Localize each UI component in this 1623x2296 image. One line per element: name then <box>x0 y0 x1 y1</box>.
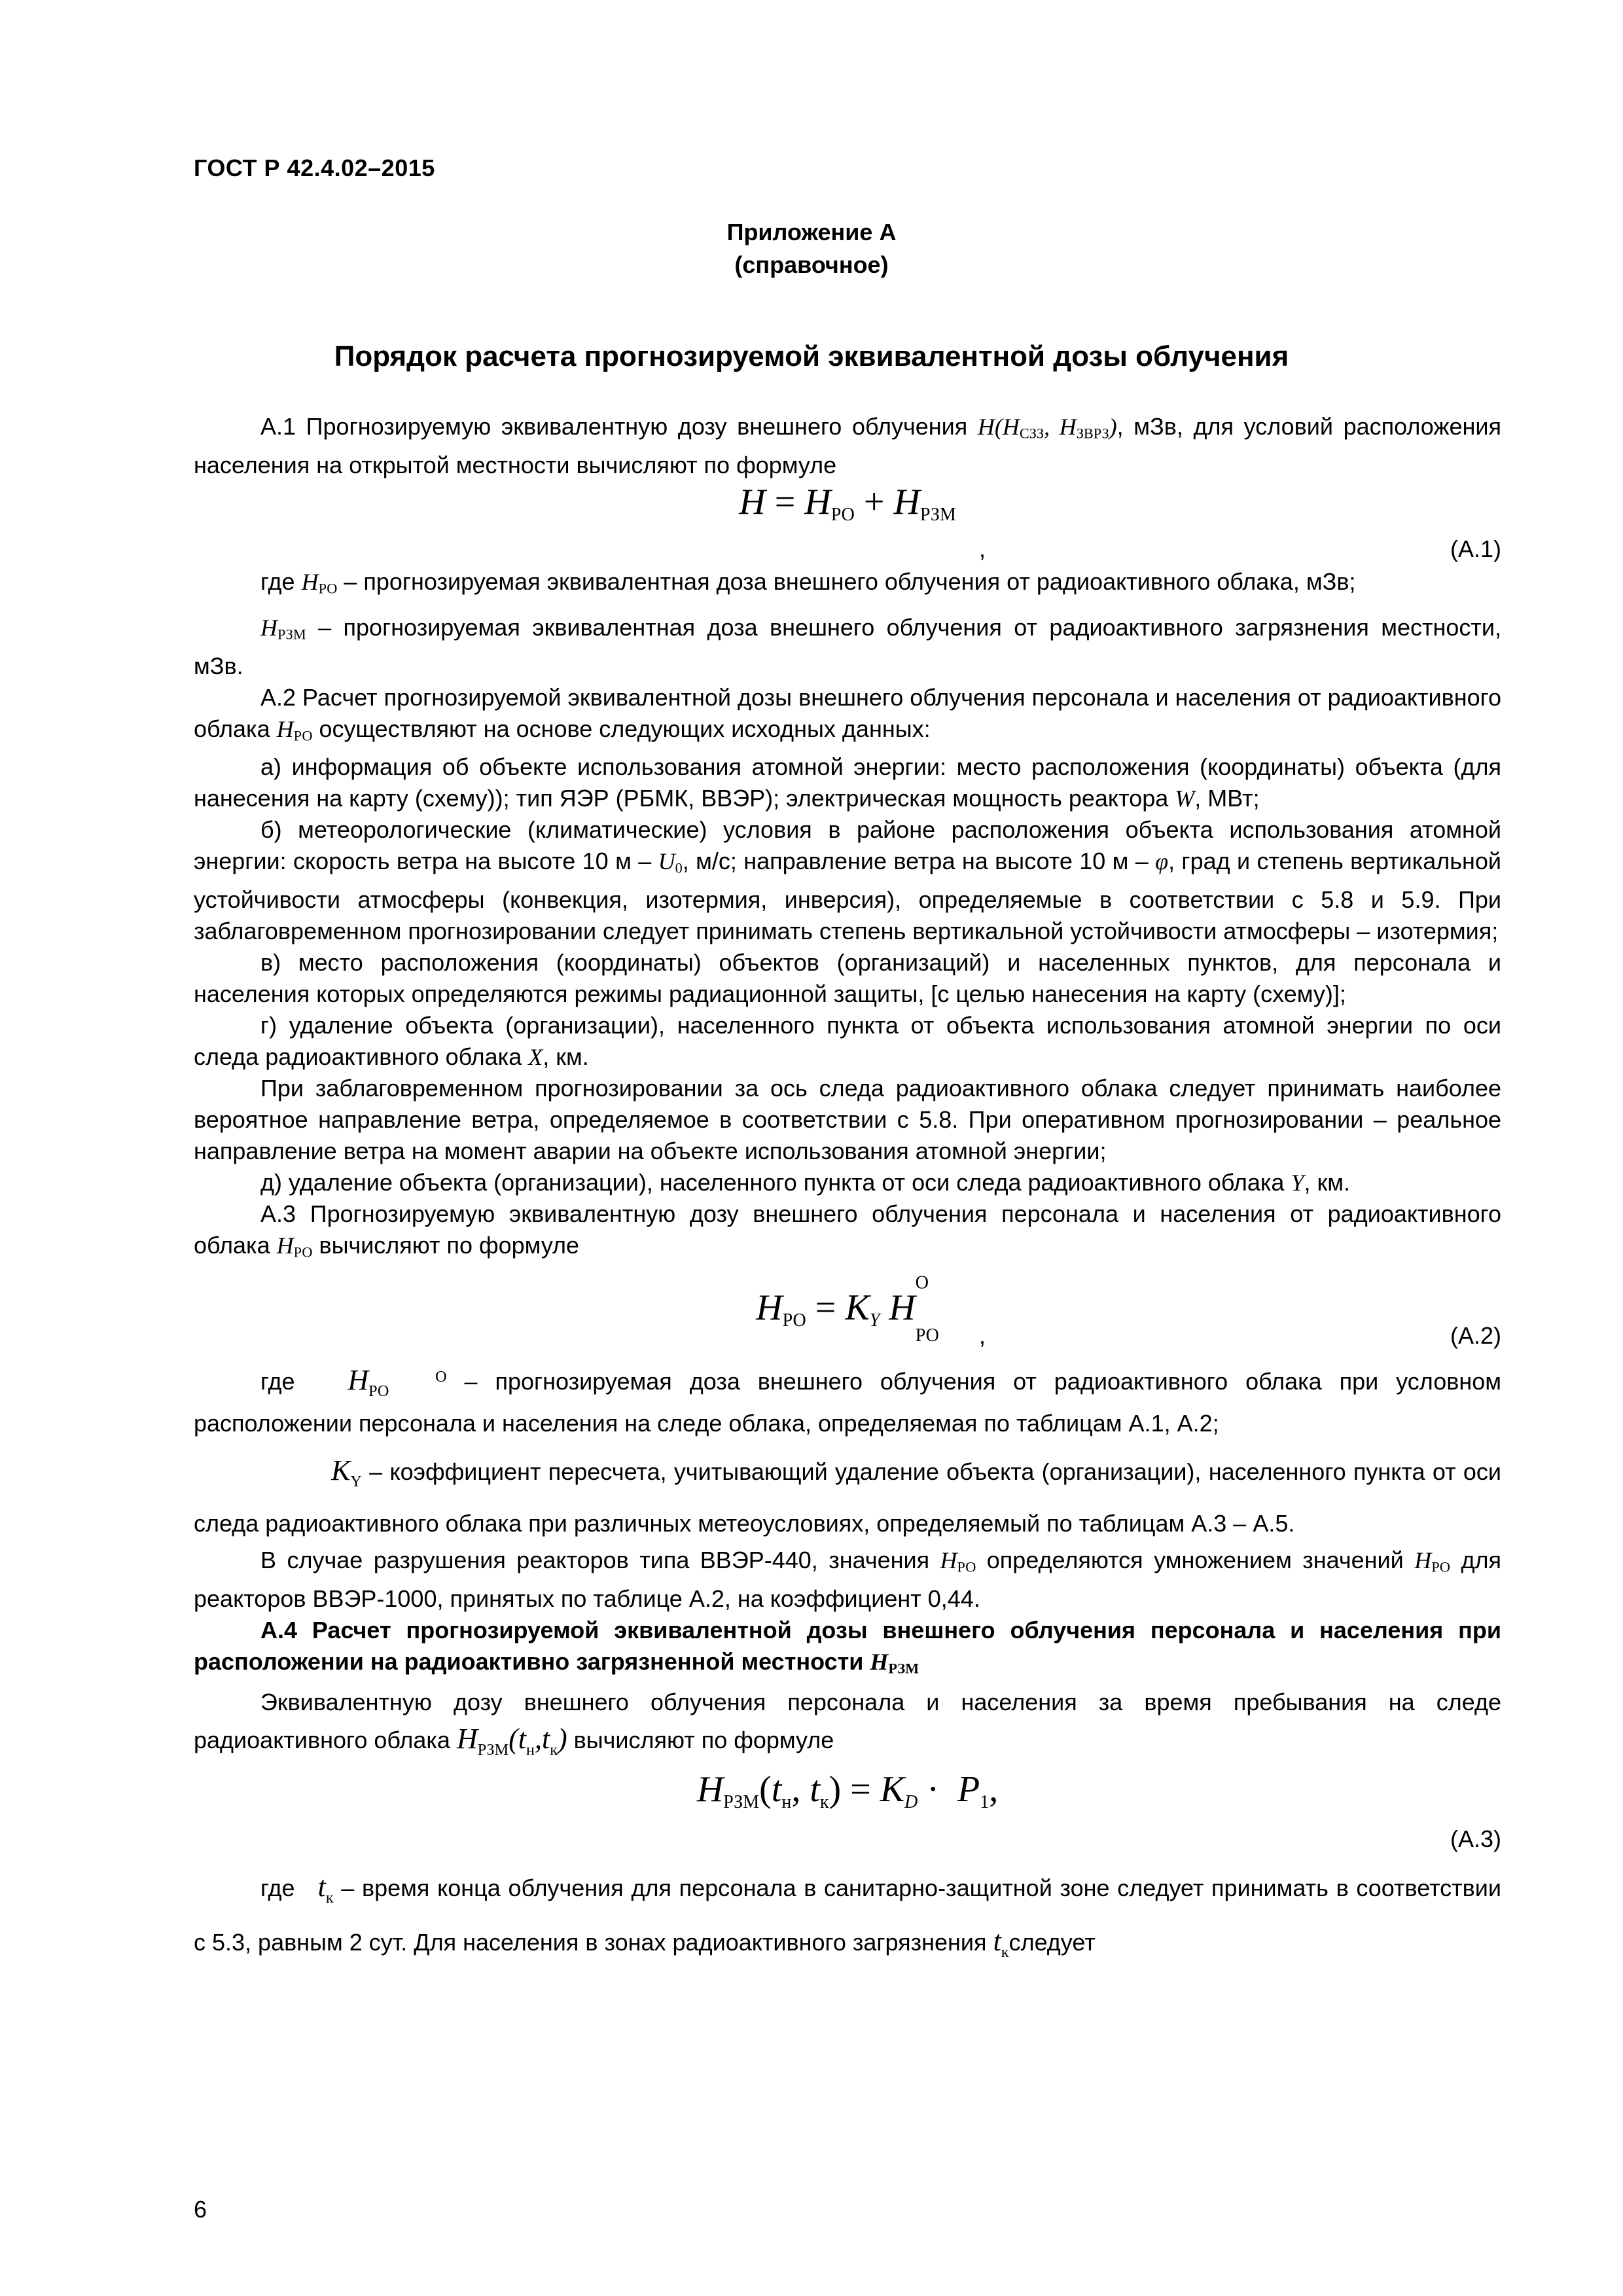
page-number: 6 <box>194 2196 207 2223</box>
paragraph-wind: При заблаговременном прогнозировании за ось следа радиоактивного облака следует принимать наиболее вероятное направление ветра, определяемое в соответствии с 5.8. При оперативном прогнозировании – реальное направление ветра на момент аварии на объекте использования атомной энергии; <box>194 1074 1501 1164</box>
paragraph-a4: Эквивалентную дозу внешнего облучения персонала и населения за время пребывания на следе радиоактивного облака $H_{РЗМ}(t_н,t_к)$ вычисляют по формуле <box>194 1689 1501 1759</box>
appendix-heading <box>0 216 1623 281</box>
definition-hro: где $H_{РО}$ – прогнозируемая эквивалентная доза внешнего облучения от радиоактивного облака, мЗв; <box>260 567 1356 597</box>
list-item-b: б) метеорологические (климатические) условия в районе расположения объекта использования атомной энергии: скорость ветра на высоте 10 м – $U_0$, м/с; направление ветра на высоте 10 м – φ, град и степень вертикальной устойчивости атмосферы (конвекция, изотермия, инверсия), определяемые в соответствии с 5.8 и 5.9. При заблаговременном прогнозировании следует принимать степень вертикальной устойчивости атмосферы – изотермия; <box>194 816 1501 944</box>
equation-row-a3 <box>194 1823 1501 1856</box>
paragraph-a1: А.1 Прогнозируемую эквивалентную дозу внешнего облучения $H(H_{СЗЗ}$, $H_{ЗВРЗ}$), мЗв, для условий расположения населения на открытой местности вычисляют по формуле <box>194 413 1502 478</box>
appendix-label: Приложение А <box>726 219 897 245</box>
list-item-a: а) информация об объекте использования атомной энергии: место расположения (координаты) объекта (для нанесения на карту (схему)); тип ЯЭР (РБМК, ВВЭР); электрическая мощность реактора W, МВт; <box>194 753 1501 812</box>
definition-ky: $K_Y$ – коэффициент пересчета, учитывающий удаление объекта (организации), населенного пункта от оси следа радиоактивного облака при различных метеоусловиях, определяемый по таблицам А.3 – А.5. <box>194 1454 1501 1537</box>
document-body <box>194 411 1501 1974</box>
equation-number-a2: (А.2) <box>1450 1322 1501 1350</box>
list-item-g: г) удаление объекта (организации), населенного пункта от объекта использования атомной энергии по оси следа радиоактивного облака X, км. <box>194 1011 1501 1070</box>
page-title: Порядок расчета прогнозируемой эквивалентной дозы облучения <box>334 340 1289 372</box>
equation-row-a1: , (А.1) <box>194 533 1501 566</box>
section-heading-a4: А.4 Расчет прогнозируемой эквивалентной дозы внешнего облучения персонала и населения при расположении на радиоактивно загрязненной местности $H_{РЗМ}$ <box>194 1616 1501 1677</box>
equation-number-a1: (А.1) <box>1450 535 1501 562</box>
definition-hrzm: $H_{РЗМ}$ – прогнозируемая эквивалентная доза внешнего облучения от радиоактивного загрязнения местности, мЗв. <box>194 614 1501 679</box>
equation-row-a2: , (А.2) <box>194 1320 1501 1353</box>
list-item-v: в) место расположения (координаты) объектов (организаций) и населенных пунктов, для персонала и населения которых определяются режимы радиационной защиты, [с целью нанесения на карту (схему)]; <box>194 948 1501 1007</box>
standard-code: ГОСТ Р 42.4.02–2015 <box>194 154 435 181</box>
formula-a3: $H_{РЗМ}(t_н$, $t_к) = K_D \cdot P_1$, <box>696 1769 999 1813</box>
appendix-type: (справочное) <box>734 251 889 278</box>
formula-a1: $H = H_{РО} + H_{РЗМ}$ <box>739 481 956 525</box>
definition-tk: где $t_к$ – время конца облучения для персонала в санитарно-защитной зоне следует принимать в соответствии с 5.3, равным 2 сут. Для населения в зонах радиоактивного загрязнения $t_кследует$ <box>194 1871 1501 1961</box>
equation-number-a3: (А.3) <box>1450 1825 1501 1853</box>
definition-hro0: где H O РО – прогнозируемая доза внешнего облучения от радиоактивного облака при условном расположении персонала и населения на следе облака, определяемая по таблицам А.1, А.2; <box>194 1364 1501 1437</box>
formula-a2: $H_{РО} = K_Y$ $H^O$ $_{РО}$ <box>756 1272 939 1346</box>
paragraph-a3: А.3 Прогнозируемую эквивалентную дозу внешнего облучения персонала и населения от радиоактивного облака $H_{РО}$ вычисляют по формуле <box>194 1200 1501 1261</box>
list-item-d: д) удаление объекта (организации), населенного пункта от оси следа радиоактивного облака Y, км. <box>260 1168 1351 1196</box>
paragraph-a2: А.2 Расчет прогнозируемой эквивалентной дозы внешнего облучения персонала и населения от радиоактивного облака $H_{РО}$ осуществляют на основе следующих исходных данных: <box>194 683 1501 744</box>
paragraph-vver: В случае разрушения реакторов типа ВВЭР-440, значения $H_{РО}$ определяются умножением значений $H_{РО}$ для реакторов ВВЭР-1000, принятых по таблице А.2, на коэффициент 0,44. <box>194 1547 1501 1612</box>
